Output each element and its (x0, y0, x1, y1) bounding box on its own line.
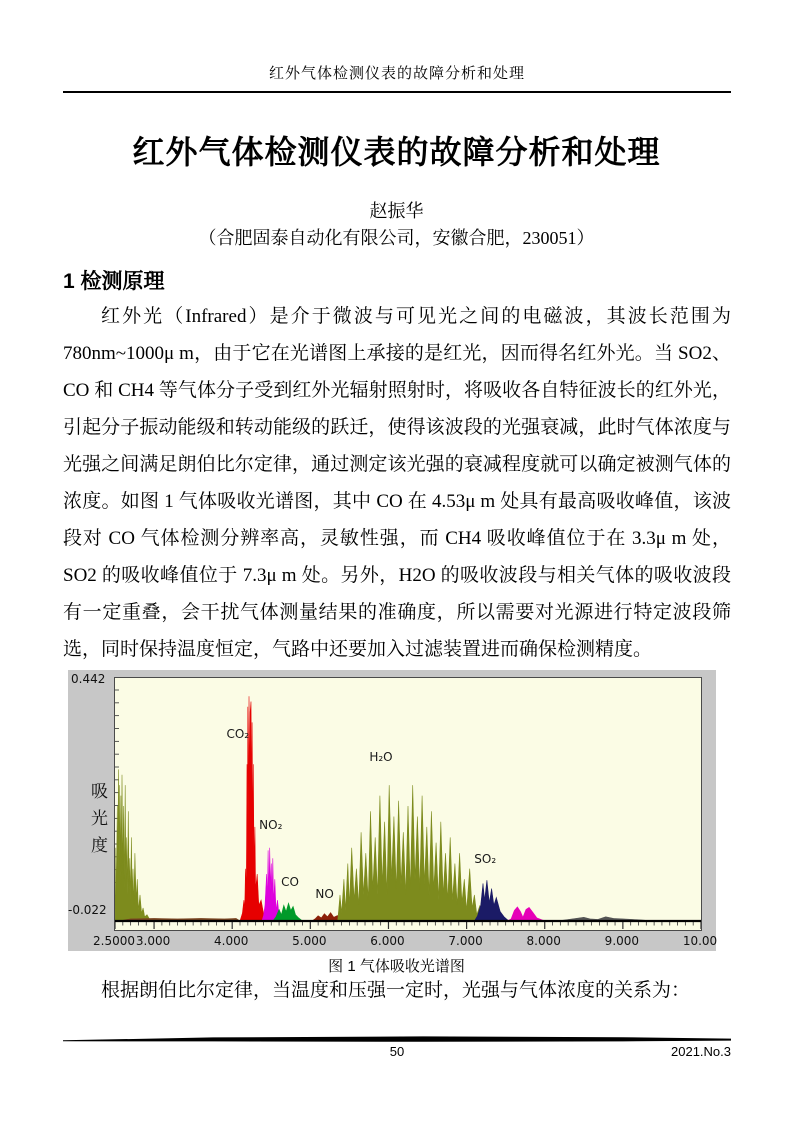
x-axis-labels (93, 934, 718, 950)
author-name: 赵振华 (369, 201, 424, 221)
peak-label: CO₂ (226, 726, 250, 741)
author-affiliation: （合肥固泰自动化有限公司，安徽合肥，230051） (198, 228, 595, 248)
x-tick-label: 6.000 (370, 934, 405, 948)
x-tick-label: 5.000 (292, 934, 327, 948)
x-tick-label: 3.000 (135, 934, 171, 948)
page-number: 50 (389, 1044, 405, 1059)
peak-label: NO (315, 887, 334, 902)
series-no2 (262, 848, 282, 921)
x-tick-label: 10.00 (682, 934, 718, 948)
series-h2o-band-2-5-3-0-m (115, 769, 153, 921)
plot-area (114, 677, 702, 931)
x-tick-label: 8.000 (526, 934, 561, 948)
peak-label: CO (281, 874, 299, 889)
figure-caption: 图 1 气体吸收光谱图 (328, 958, 465, 975)
series-so2 (474, 880, 508, 921)
running-header: 红外气体检测仪表的故障分析和处理 (63, 62, 731, 93)
peak-label: NO₂ (259, 818, 283, 833)
body-paragraph-2: 根据朗伯比尔定律，当温度和压强一定时，光强与气体浓度的关系为： (101, 980, 691, 1001)
spectrum-figure (68, 670, 716, 951)
spectrum-svg (115, 678, 701, 930)
issue-number: 2021.No.3 (671, 1044, 731, 1059)
section-heading: 1 检测原理 (63, 270, 165, 293)
y-axis-title: 吸光度 (88, 782, 107, 863)
y-axis-min-label: -0.022 (68, 903, 107, 917)
peak-label: SO₂ (474, 852, 497, 867)
x-tick-label: 9.000 (604, 934, 640, 948)
footer-rule (63, 1036, 731, 1043)
page-title: 红外气体检测仪表的故障分析和处理 (132, 134, 661, 170)
body-paragraph-1: 红外光（Infrared）是介于微波与可见光之间的电磁波，其波长范围为 780nm~1000μ m，由于它在光谱图上承接的是红光，因而得名红外光。当 SO2、CO 和 CH4 等气体分子受到红外光辐射照射时，将吸收各自特征波长的红外光，引起分子振动能级和转动能级的跃迁，使得该波段的光强衰减，此时气体浓度与光强之间满足朗伯比尔定律，通过测定该光强的衰减程度就可以确定被测气体的浓度。如图 1 气体吸收光谱图，其中 CO 在 4.53μ m 处具有最高吸收峰值，该波段对 CO 气体检测分辨率高，灵敏性强，而 CH4 吸收峰值位于在 3.3μ m 处，SO2 的吸收峰值位于 7.3μ m 处。另外，H2O 的吸收波段与相关气体的吸收波段有一定重叠，会干扰气体测量结果的准确度，所以需要对光源进行特定波段筛选，同时保持温度恒定，气路中还要加入过滤装置进而确保检测精度。 (63, 306, 731, 660)
x-tick-label: 7.000 (448, 934, 483, 948)
y-axis-max-label: 0.442 (71, 672, 106, 686)
footer (63, 1044, 731, 1062)
series-band-7-6-8-0-m (507, 907, 547, 921)
x-tick-label: 2.5000 (93, 934, 135, 948)
peak-label: H₂O (369, 750, 393, 765)
x-tick-label: 4.000 (214, 934, 249, 948)
series-h2o-band-5-4-7-2-m (338, 785, 483, 921)
